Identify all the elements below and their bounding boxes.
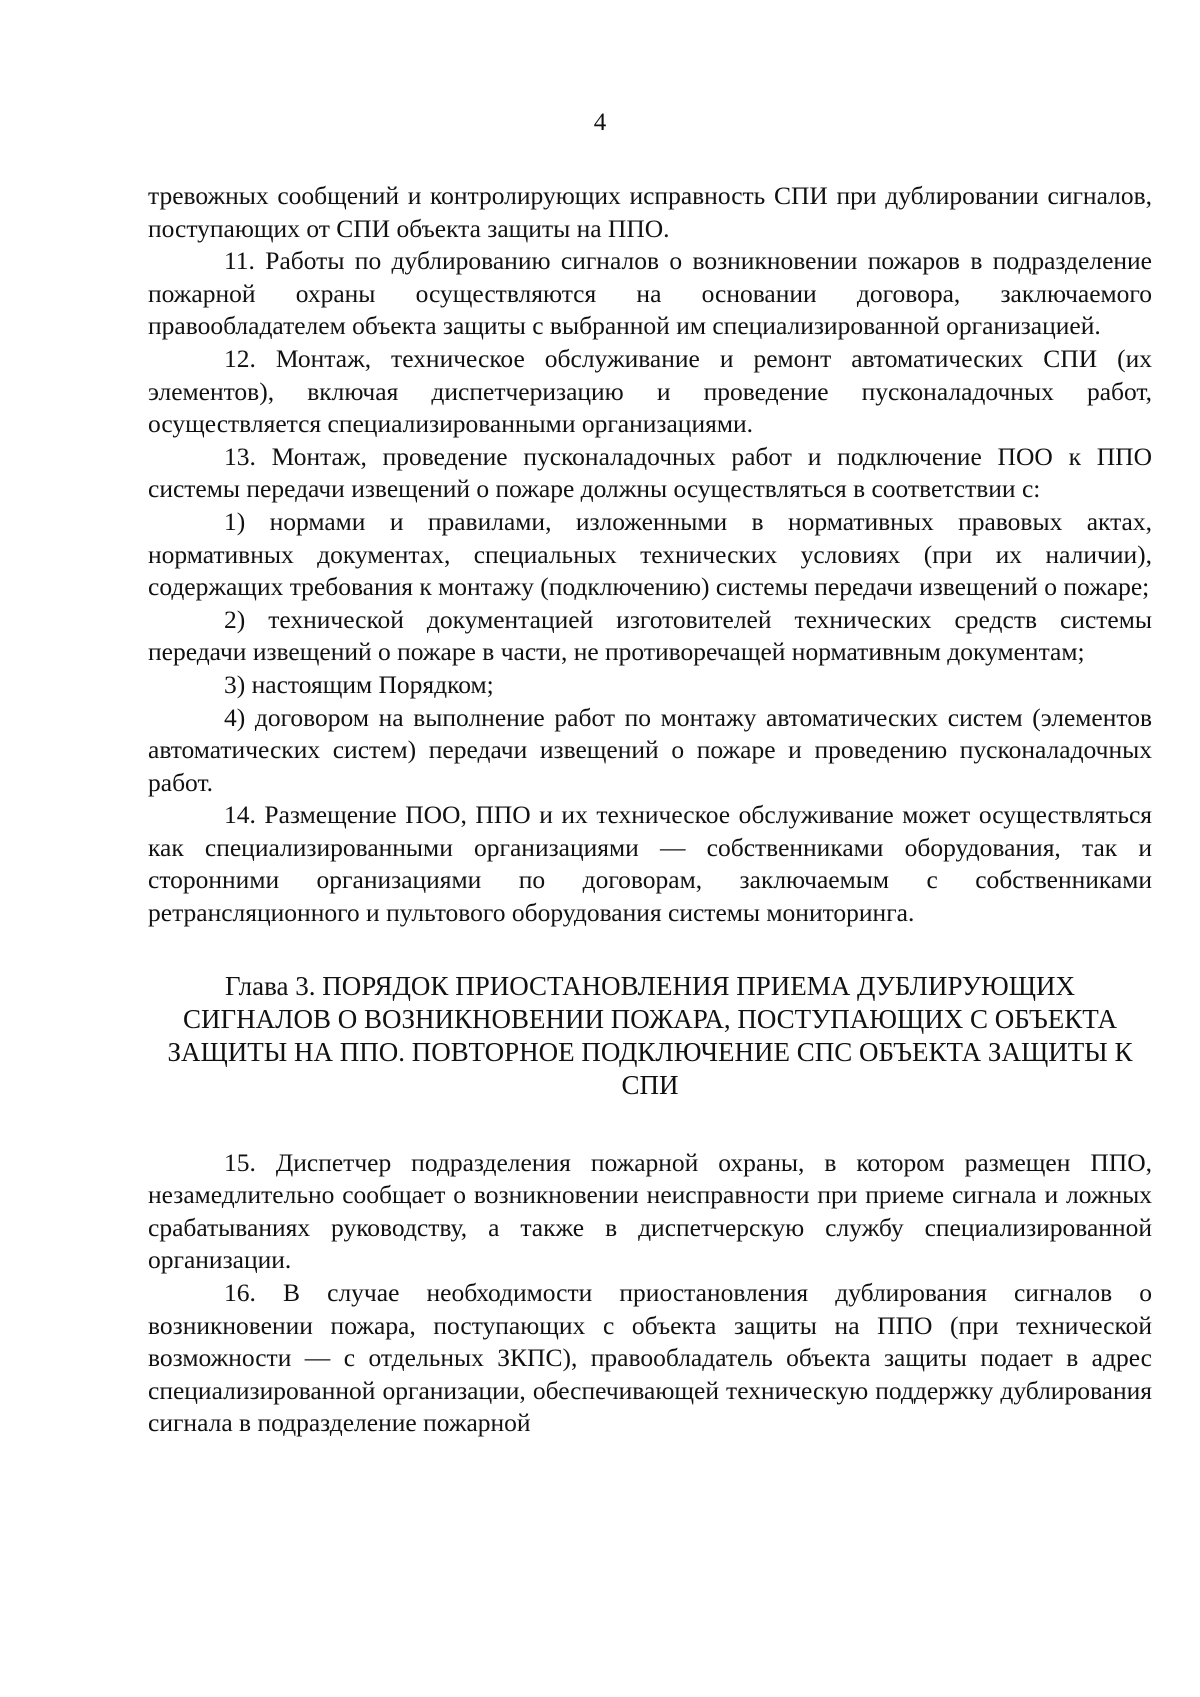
- paragraph-item-11: 11. Работы по дублированию сигналов о возникновении пожаров в подразделение пожарной охраны осуществляются на основании договора, заключаемого правообладателем объекта защиты с выбранной им специализированной организацией.: [148, 246, 1152, 341]
- paragraph-subitem-4: 4) договором на выполнение работ по монтажу автоматических систем (элементов автоматических систем) передачи извещений о пожаре и проведению пусконаладочных работ.: [148, 702, 1152, 797]
- paragraph-subitem-2: 2) технической документацией изготовителей технических средств системы передачи извещений о пожаре в части, не противоречащей нормативным документам;: [148, 604, 1152, 667]
- paragraph-item-13: 13. Монтаж, проведение пусконаладочных работ и подключение ПОО к ППО системы передачи извещений о пожаре должны осуществляться в соответствии с:: [148, 441, 1152, 504]
- paragraph-subitem-3: 3) настоящим Порядком;: [224, 669, 494, 699]
- paragraph-item-14: 14. Размещение ПОО, ППО и их техническое обслуживание может осуществляться как специализированными организациями — собственниками оборудования, так и сторонними организациями по договорам, заключаемым с собственниками ретрансляционного и пультового оборудования системы мониторинга.: [148, 800, 1152, 928]
- paragraph-continuation: тревожных сообщений и контролирующих исправность СПИ при дублировании сигналов, поступающих от СПИ объекта защиты на ППО.: [148, 181, 1152, 243]
- paragraph-item-12: 12. Монтаж, техническое обслуживание и ремонт автоматических СПИ (их элементов), включая диспетчеризацию и проведение пусконаладочных работ, осуществляется специализированными организациями.: [148, 343, 1152, 439]
- page-number: 4: [593, 109, 607, 136]
- paragraph-subitem-1: 1) нормами и правилами, изложенными в нормативных правовых актах, нормативных документах, специальных технических условиях (при их наличии), содержащих требования к монтажу (подключению) системы передачи извещений о пожаре;: [148, 506, 1152, 602]
- document-body: [148, 180, 1152, 1440]
- paragraph-item-15: 15. Диспетчер подразделения пожарной охраны, в котором размещен ППО, незамедлительно сообщает о возникновении неисправности при приеме сигнала и ложных срабатываниях руководству, а также в диспетчерскую службу специализированной организации.: [148, 1147, 1152, 1275]
- paragraph-item-16: 16. В случае необходимости приостановления дублирования сигналов о возникновении пожара, поступающих с объекта защиты на ППО (при технической возможности — с отдельных ЗКПС), правообладатель объекта защиты подает в адрес специализированной организации, обеспечивающей техническую поддержку дублирования сигнала в подразделение пожарной: [148, 1278, 1152, 1438]
- chapter-heading: Глава 3. ПОРЯДОК ПРИОСТАНОВЛЕНИЯ ПРИЕМА ДУБЛИРУЮЩИХ СИГНАЛОВ О ВОЗНИКНОВЕНИИ ПОЖАРА, ПОСТУПАЮЩИХ С ОБЪЕКТА ЗАЩИТЫ НА ППО. ПОВТОРНОЕ ПОДКЛЮЧЕНИЕ СПС ОБЪЕКТА ЗАЩИТЫ К СПИ: [167, 970, 1133, 1100]
